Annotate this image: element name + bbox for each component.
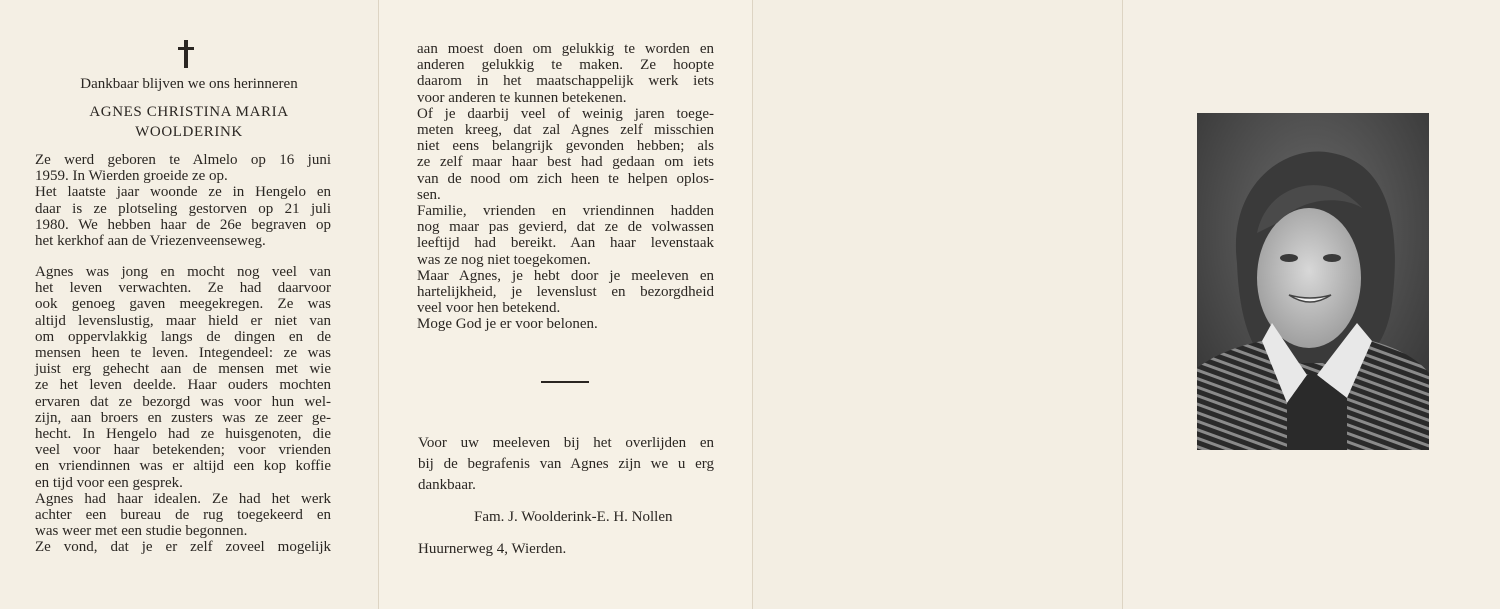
text-line: ervaren dat ze bezorgd was voor hun wel- bbox=[35, 393, 331, 410]
text-line: dankbaar. bbox=[418, 477, 476, 493]
text-line: van de nood om zich heen te helpen oplos- bbox=[417, 170, 714, 187]
portrait-image bbox=[1197, 113, 1429, 450]
fold-line bbox=[1122, 0, 1123, 609]
text-line: Familie, vrienden en vriendinnen hadden bbox=[417, 203, 714, 220]
text-line: Of je daarbij veel of weinig jaren toege- bbox=[417, 105, 714, 122]
text-line: Maar Agnes, je hebt door je meeleven en bbox=[417, 267, 714, 284]
paragraph-life bbox=[35, 264, 331, 556]
text-line: achter een bureau de rug toegekeerd en bbox=[35, 507, 331, 524]
text-line: 1980. We hebben haar de 26e begraven op bbox=[35, 216, 331, 233]
text-line: hartelijkheid, je levenslust en bezorgdheid bbox=[417, 284, 714, 301]
text-line: was weer met een studie begonnen. bbox=[35, 523, 248, 540]
text-line: mensen heen te leven. Integendeel: ze was bbox=[35, 345, 331, 362]
text-line: Agnes had haar idealen. Ze had het werk bbox=[35, 490, 331, 507]
text-line: Ze werd geboren te Almelo op 16 juni bbox=[35, 152, 331, 168]
card-panel-blank bbox=[752, 0, 1122, 609]
text-line: zijn, aan broers en zusters was ze zeer ge- bbox=[35, 409, 331, 426]
fold-line bbox=[378, 0, 379, 609]
divider bbox=[541, 381, 589, 383]
paragraph-ideals bbox=[417, 41, 714, 333]
text-line: ze het leven deelde. Haar ouders mochten bbox=[35, 377, 331, 394]
fold-line bbox=[752, 0, 753, 609]
text-line: altijd levenslustig, maar hield er niet van bbox=[35, 312, 331, 329]
text-line: het kerkhof aan de Vriezenveenseweg. bbox=[35, 233, 266, 250]
text-line: Het laatste jaar woonde ze in Hengelo en bbox=[35, 184, 331, 201]
text-line: en vriendinnen was er altijd een kop koffie bbox=[35, 458, 331, 475]
text-line: het leven verwachten. Ze had daarvoor bbox=[35, 280, 331, 297]
text-line: nog maar pas gevierd, dat ze de volwassen bbox=[417, 219, 714, 236]
family-address: Huurnerweg 4, Wierden. bbox=[418, 541, 567, 557]
text-line: voor anderen te kunnen betekenen. bbox=[417, 89, 627, 106]
cross-icon bbox=[176, 40, 196, 68]
text-line: sen. bbox=[417, 186, 441, 203]
text-line: was ze nog niet toegekomen. bbox=[417, 251, 591, 268]
family-signature: Fam. J. Woolderink-E. H. Nollen bbox=[474, 509, 673, 525]
text-line: Ze vond, dat je er zelf zoveel mogelijk bbox=[35, 539, 331, 556]
portrait-photo bbox=[1197, 113, 1429, 450]
text-line: hecht. In Hengelo had ze huisgenoten, die bbox=[35, 426, 331, 443]
text-line: ze zelf maar haar best had gedaan om iets bbox=[417, 154, 714, 171]
text-line: Voor uw meeleven bij het overlijden en bbox=[418, 435, 714, 451]
text-line: bij de begrafenis van Agnes zijn we u erg bbox=[418, 456, 714, 472]
text-line: 1959. In Wierden groeide ze op. bbox=[35, 168, 228, 185]
text-line: leeftijd had bereikt. Aan haar levenstaak bbox=[417, 235, 714, 252]
name-line-2: WOOLDERINK bbox=[135, 124, 243, 140]
text-line: ook genoeg gaven meegekregen. Ze was bbox=[35, 296, 331, 313]
text-line: om oppervlakkig langs de dingen en de bbox=[35, 328, 331, 345]
text-line: meten kreeg, dat zal Agnes zelf misschien bbox=[417, 122, 714, 139]
text-line: juist erg gehecht aan de mensen met wie bbox=[35, 361, 331, 378]
text-line: veel voor haar betekenden; voor vrienden bbox=[35, 442, 331, 459]
paragraph-birth bbox=[35, 152, 331, 249]
heading: Dankbaar blijven we ons herinneren bbox=[80, 76, 298, 92]
text-line: en tijd voor een gesprek. bbox=[35, 474, 183, 491]
text-line: Agnes was jong en mocht nog veel van bbox=[35, 264, 331, 280]
text-line: daarom in het maatschappelijk werk iets bbox=[417, 73, 714, 90]
text-line: niet eens belangrijk gevonden hebben; als bbox=[417, 138, 714, 155]
text-line: aan moest doen om gelukkig te worden en bbox=[417, 41, 714, 57]
text-line: veel voor hen betekend. bbox=[417, 300, 561, 317]
thanks-paragraph bbox=[418, 433, 714, 496]
text-line: daar is ze plotseling gestorven op 21 juli bbox=[35, 200, 331, 217]
name-line-1: AGNES CHRISTINA MARIA bbox=[89, 104, 289, 120]
text-line: anderen gelukkig te maken. Ze hoopte bbox=[417, 57, 714, 74]
text-line: Moge God je er voor belonen. bbox=[417, 316, 598, 333]
